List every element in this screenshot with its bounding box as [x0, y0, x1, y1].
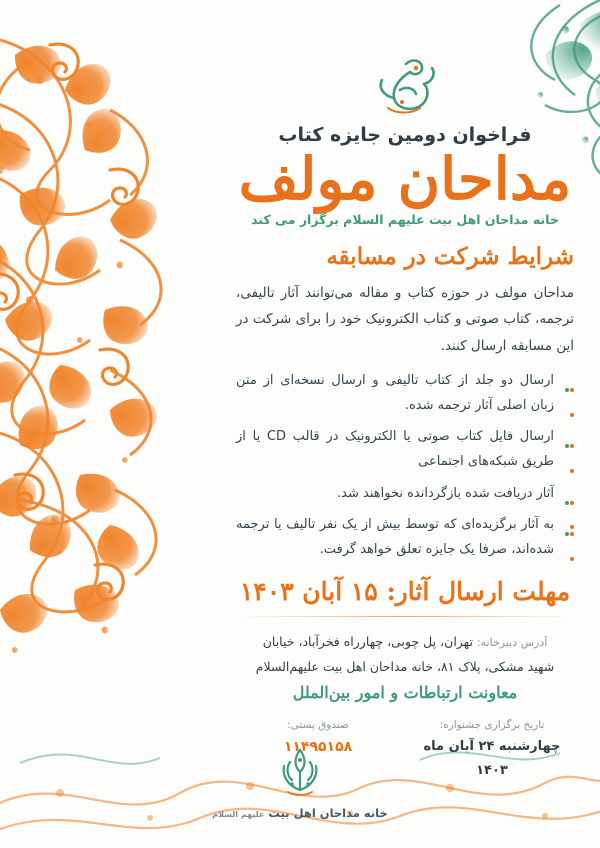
call-line: فراخوان دومین جایزه کتاب	[278, 124, 532, 146]
organizer-line: خانه مداحان اهل بیت علیهم السلام برگزار می کند	[251, 212, 559, 227]
house-of-maddahan-logo-icon	[272, 746, 328, 798]
address-line-2: شهید مشکی، پلاک ۸۱، خانه مداحان اهل بیت علیهم‌السلام	[255, 658, 555, 674]
divider	[236, 616, 574, 617]
list-item	[236, 369, 574, 418]
po-box-value: ۱۱۴۹۵۱۵۸	[283, 739, 353, 756]
list-item	[236, 425, 574, 474]
list-item-text: آثار دریافت شده بازگردانده نخواهند شد.	[337, 485, 554, 501]
list-item	[236, 482, 574, 507]
bullet-dots-icon	[560, 490, 574, 496]
deadline-label: مهلت ارسال آثار:	[386, 576, 571, 606]
list-item-text: به آثار برگزیده‌ای که توسط بیش از یک نفر تالیف یا ترجمه شده‌اند، صرفا یک جایزه تعلق خواهد گرفت.	[236, 517, 554, 558]
po-box-label: صندوق پستی:	[287, 718, 349, 731]
page-title: مداحان مولف	[238, 145, 572, 213]
list-item-text: ارسال دو جلد از کتاب تالیفی و ارسال نسخه‌ای از متن زبان اصلی آثار ترجمه شده.	[236, 372, 554, 413]
bird-calligraphy-icon	[366, 56, 444, 116]
address-label: آدرس دبیرخانه:	[476, 635, 548, 649]
list-item-text: ارسال فایل کتاب صوتی یا الکترونیک در قالب CD یا از طریق شبکه‌های اجتماعی	[236, 429, 554, 469]
footer-logo-caption-small: علیهم السلام	[212, 810, 265, 819]
footer-logo-block	[0, 746, 600, 820]
conditions-list	[236, 369, 574, 563]
deadline-value: ۱۵ آبان ۱۴۰۳	[239, 576, 378, 606]
poster-content	[228, 0, 600, 848]
address-line-1: تهران، پل چوبی، چهارراه فخرآباد، خیابان	[262, 633, 473, 649]
footer-logo-caption-main: خانه مداحان اهل بیت	[268, 806, 388, 820]
event-date-value: چهارشنبه ۲۴ آبان ماه ۱۴۰۳	[423, 739, 561, 778]
bullet-dots-icon	[560, 377, 574, 383]
list-item	[236, 513, 574, 562]
address-block	[236, 629, 574, 679]
bird-calligraphy-wrap	[236, 56, 574, 118]
bullet-dots-icon	[560, 433, 574, 439]
intro-paragraph: مداحان مولف در حوزه کتاب و مقاله می‌توانند آثار تالیفی، ترجمه، کتاب صوتی و کتاب الکترونیک خود را برای شرکت در این مسابقه ارسال کنند.	[236, 285, 574, 354]
footer-logo-caption	[0, 806, 600, 820]
department-name: معاونت ارتباطات و امور بین‌الملل	[292, 682, 518, 702]
bullet-dots-icon	[560, 521, 574, 527]
section-heading: شرایط شرکت در مسابقه	[326, 243, 574, 270]
deadline-line	[236, 577, 574, 606]
left-arabesque-ornament	[0, 20, 260, 660]
event-date-label: تاریخ برگزاری جشنواره:	[439, 718, 545, 731]
